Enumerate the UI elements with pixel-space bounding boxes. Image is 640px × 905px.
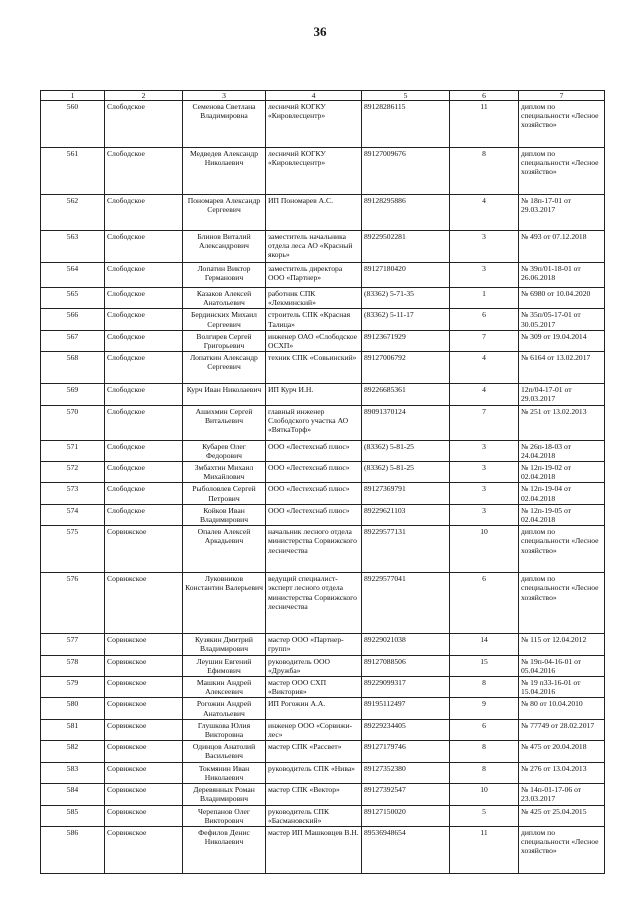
experience-years: 7: [450, 330, 519, 351]
district-cell: Сорвижское: [105, 762, 183, 783]
phone-number: 89127352380: [362, 762, 450, 783]
row-number: 571: [41, 440, 105, 461]
job-title: ведущий специалист-эксперт лесного отдела министерства Сорвижского лесничества: [266, 573, 362, 634]
district-cell: Слободское: [105, 405, 183, 440]
job-title: руководитель СПК «Нива»: [266, 762, 362, 783]
row-number: 578: [41, 655, 105, 676]
row-number: 581: [41, 719, 105, 740]
experience-years: 4: [450, 352, 519, 384]
job-title: начальник лесного отдела министерства Сорвижского лесничества: [266, 526, 362, 573]
district-cell: Слободское: [105, 483, 183, 504]
table-row: [41, 263, 605, 288]
row-number: 563: [41, 231, 105, 263]
qualification-document: № 12п-19-05 от 02.04.2018: [519, 504, 605, 525]
table-row: [41, 719, 605, 740]
experience-years: 6: [450, 573, 519, 634]
table-row: [41, 440, 605, 461]
row-number: 570: [41, 405, 105, 440]
person-name: Кузякин Дмитрий Владимирович: [183, 634, 266, 655]
experience-years: 10: [450, 784, 519, 805]
column-header: 3: [183, 91, 266, 101]
person-name: Машкин Андрей Алексеевич: [183, 677, 266, 698]
table-row: [41, 784, 605, 805]
phone-number: 89229621103: [362, 504, 450, 525]
phone-number: (83362) 5-11-17: [362, 309, 450, 330]
experience-years: 3: [450, 440, 519, 461]
phone-number: 89195112497: [362, 698, 450, 719]
phone-number: 89127179746: [362, 741, 450, 762]
row-number: 565: [41, 288, 105, 309]
person-name: Кубарев Олег Федорович: [183, 440, 266, 461]
row-number: 575: [41, 526, 105, 573]
column-header: 7: [519, 91, 605, 101]
person-name: Фефилов Денис Николаевич: [183, 826, 266, 873]
experience-years: 3: [450, 231, 519, 263]
experience-years: 10: [450, 526, 519, 573]
row-number: 561: [41, 148, 105, 195]
column-header: 5: [362, 91, 450, 101]
person-name: Ашихмин Сергей Витальевич: [183, 405, 266, 440]
phone-number: 89128286115: [362, 101, 450, 148]
person-name: Лопаткин Александр Сергеевич: [183, 352, 266, 384]
job-title: ООО «Лестехснаб плюс»: [266, 440, 362, 461]
phone-number: 89127392547: [362, 784, 450, 805]
phone-number: 89229021038: [362, 634, 450, 655]
row-number: 580: [41, 698, 105, 719]
person-name: Волгирев Сергей Григорьевич: [183, 330, 266, 351]
table-row: [41, 288, 605, 309]
column-header: 6: [450, 91, 519, 101]
qualification-document: 12п/04-17-01 от 29.03.2017: [519, 384, 605, 405]
row-number: 574: [41, 504, 105, 525]
table-row: [41, 483, 605, 504]
qualification-document: № 18п-17-01 от 29.03.2017: [519, 195, 605, 231]
table-row: [41, 677, 605, 698]
table-row: [41, 504, 605, 525]
table-row: [41, 352, 605, 384]
phone-number: 89229502281: [362, 231, 450, 263]
table-row: [41, 101, 605, 148]
phone-number: (83362) 5-81-25: [362, 440, 450, 461]
experience-years: 6: [450, 719, 519, 740]
row-number: 586: [41, 826, 105, 873]
experience-years: 14: [450, 634, 519, 655]
row-number: 576: [41, 573, 105, 634]
district-cell: Слободское: [105, 231, 183, 263]
district-cell: Слободское: [105, 330, 183, 351]
job-title: ИП Пономарев А.С.: [266, 195, 362, 231]
row-number: 568: [41, 352, 105, 384]
job-title: лесничий КОГКУ «Кировлесцентр»: [266, 148, 362, 195]
district-cell: Слободское: [105, 504, 183, 525]
registry-table: [40, 90, 605, 874]
table-row: [41, 462, 605, 483]
page-number: 36: [313, 24, 327, 39]
experience-years: 3: [450, 263, 519, 288]
job-title: заместитель начальника отдела леса АО «Красный якорь»: [266, 231, 362, 263]
district-cell: Сорвижское: [105, 573, 183, 634]
district-cell: Сорвижское: [105, 826, 183, 873]
row-number: 572: [41, 462, 105, 483]
district-cell: Слободское: [105, 148, 183, 195]
person-name: Блинов Виталий Александрович: [183, 231, 266, 263]
phone-number: 89091370124: [362, 405, 450, 440]
qualification-document: диплом по специальности «Лесное хозяйство»: [519, 101, 605, 148]
person-name: Токмянин Иван Николаевич: [183, 762, 266, 783]
row-number: 579: [41, 677, 105, 698]
phone-number: 89127180420: [362, 263, 450, 288]
district-cell: Сорвижское: [105, 655, 183, 676]
district-cell: Сорвижское: [105, 784, 183, 805]
district-cell: Сорвижское: [105, 698, 183, 719]
job-title: лесничий КОГКУ «Кировлесцентр»: [266, 101, 362, 148]
phone-number: 89127150020: [362, 805, 450, 826]
qualification-document: диплом по специальности «Лесное хозяйство»: [519, 148, 605, 195]
phone-number: 89536948654: [362, 826, 450, 873]
table-row: [41, 655, 605, 676]
person-name: Курч Иван Николаевич: [183, 384, 266, 405]
experience-years: 5: [450, 805, 519, 826]
qualification-document: № 14п-01-17-06 от 23.03.2017: [519, 784, 605, 805]
qualification-document: № 77749 от 28.02.2017: [519, 719, 605, 740]
table-row: [41, 148, 605, 195]
table-row: [41, 573, 605, 634]
table-row: [41, 405, 605, 440]
person-name: Опалев Алексей Аркадьевич: [183, 526, 266, 573]
job-title: мастер СПК «Вектор»: [266, 784, 362, 805]
person-name: Медведев Александр Николаевич: [183, 148, 266, 195]
district-cell: Слободское: [105, 101, 183, 148]
row-number: 577: [41, 634, 105, 655]
person-name: Луковников Константин Валерьевич: [183, 573, 266, 634]
phone-number: 89226685361: [362, 384, 450, 405]
phone-number: 89229099317: [362, 677, 450, 698]
column-header: 2: [105, 91, 183, 101]
job-title: мастер СПК «Рассвет»: [266, 741, 362, 762]
qualification-document: № 425 от 25.04.2015: [519, 805, 605, 826]
phone-number: 89229577131: [362, 526, 450, 573]
table-row: [41, 231, 605, 263]
job-title: главный инженер Слободского участка АО «ВяткаТорф»: [266, 405, 362, 440]
column-header: 1: [41, 91, 105, 101]
row-number: 569: [41, 384, 105, 405]
table-row: [41, 741, 605, 762]
row-number: 560: [41, 101, 105, 148]
table-row: [41, 698, 605, 719]
job-title: строитель СПК «Красная Талица»: [266, 309, 362, 330]
experience-years: 8: [450, 741, 519, 762]
table-row: [41, 805, 605, 826]
experience-years: 11: [450, 101, 519, 148]
phone-number: (83362) 5-71-35: [362, 288, 450, 309]
qualification-document: № 26п-18-03 от 24.04.2018: [519, 440, 605, 461]
qualification-document: № 251 от 13.02.2013: [519, 405, 605, 440]
job-title: инженер ОАО «Слободское ОСХП»: [266, 330, 362, 351]
job-title: ИП Рогожин А.А.: [266, 698, 362, 719]
person-name: Змбахтин Михаил Михайлович: [183, 462, 266, 483]
row-number: 585: [41, 805, 105, 826]
column-header: 4: [266, 91, 362, 101]
phone-number: 89127006792: [362, 352, 450, 384]
qualification-document: № 19п-04-16-01 от 05.04.2016: [519, 655, 605, 676]
district-cell: Сорвижское: [105, 805, 183, 826]
experience-years: 3: [450, 483, 519, 504]
experience-years: 7: [450, 405, 519, 440]
table-row: [41, 384, 605, 405]
qualification-document: № 493 от 07.12.2018: [519, 231, 605, 263]
district-cell: Слободское: [105, 462, 183, 483]
person-name: Рогожин Андрей Анатольевич: [183, 698, 266, 719]
job-title: мастер ООО «Партнер-групп»: [266, 634, 362, 655]
qualification-document: диплом по специальности «Лесное хозяйство»: [519, 526, 605, 573]
district-cell: Слободское: [105, 309, 183, 330]
qualification-document: № 35п/05-17-01 от 30.05.2017: [519, 309, 605, 330]
qualification-document: диплом по специальности «Лесное хозяйство»: [519, 573, 605, 634]
qualification-document: № 276 от 13.04.2013: [519, 762, 605, 783]
row-number: 567: [41, 330, 105, 351]
job-title: ООО «Лестехснаб плюс»: [266, 462, 362, 483]
row-number: 583: [41, 762, 105, 783]
phone-number: 89229234405: [362, 719, 450, 740]
qualification-document: № 6980 от 10.04.2020: [519, 288, 605, 309]
experience-years: 3: [450, 462, 519, 483]
person-name: Семенова Светлана Владимировна: [183, 101, 266, 148]
person-name: Казаков Алексей Анатольевич: [183, 288, 266, 309]
qualification-document: диплом по специальности «Лесное хозяйство»: [519, 826, 605, 873]
qualification-document: № 12п-19-04 от 02.04.2018: [519, 483, 605, 504]
person-name: Пономарев Александр Сергеевич: [183, 195, 266, 231]
qualification-document: № 6164 от 13.02.2017: [519, 352, 605, 384]
district-cell: Сорвижское: [105, 741, 183, 762]
person-name: Глушкова Юлия Викторовна: [183, 719, 266, 740]
job-title: руководитель ООО «Дружба»: [266, 655, 362, 676]
table-row: [41, 526, 605, 573]
experience-years: 8: [450, 148, 519, 195]
experience-years: 11: [450, 826, 519, 873]
person-name: Одинцов Анатолий Васильевич: [183, 741, 266, 762]
person-name: Лопатин Виктор Германович: [183, 263, 266, 288]
experience-years: 3: [450, 504, 519, 525]
person-name: Черепанов Олег Викторович: [183, 805, 266, 826]
experience-years: 8: [450, 677, 519, 698]
table-header-row: [41, 91, 605, 101]
qualification-document: № 80 от 10.04.2010: [519, 698, 605, 719]
job-title: мастер ООО СХП «Виктория»: [266, 677, 362, 698]
phone-number: 89127009676: [362, 148, 450, 195]
row-number: 584: [41, 784, 105, 805]
district-cell: Слободское: [105, 352, 183, 384]
experience-years: 15: [450, 655, 519, 676]
phone-number: 89229577041: [362, 573, 450, 634]
qualification-document: № 39п/01-18-01 от 26.06.2018: [519, 263, 605, 288]
table-row: [41, 762, 605, 783]
job-title: техник СПК «Совьинский»: [266, 352, 362, 384]
district-cell: Слободское: [105, 440, 183, 461]
row-number: 573: [41, 483, 105, 504]
district-cell: Слободское: [105, 384, 183, 405]
phone-number: 89123671929: [362, 330, 450, 351]
row-number: 562: [41, 195, 105, 231]
phone-number: 89128295886: [362, 195, 450, 231]
experience-years: 8: [450, 762, 519, 783]
district-cell: Сорвижское: [105, 526, 183, 573]
qualification-document: № 12п-19-02 от 02.04.2018: [519, 462, 605, 483]
qualification-document: № 309 от 19.04.2014: [519, 330, 605, 351]
district-cell: Слободское: [105, 263, 183, 288]
experience-years: 4: [450, 195, 519, 231]
job-title: ООО «Лестехснаб плюс»: [266, 483, 362, 504]
table-row: [41, 634, 605, 655]
table-row: [41, 195, 605, 231]
experience-years: 1: [450, 288, 519, 309]
row-number: 582: [41, 741, 105, 762]
table-row: [41, 330, 605, 351]
person-name: Койков Иван Владимирович: [183, 504, 266, 525]
job-title: работник СПК «Лекминский»: [266, 288, 362, 309]
experience-years: 4: [450, 384, 519, 405]
job-title: руководитель СПК «Басмановский»: [266, 805, 362, 826]
person-name: Бердинских Михаил Сергеевич: [183, 309, 266, 330]
phone-number: 89127088506: [362, 655, 450, 676]
qualification-document: № 475 от 20.04.2018: [519, 741, 605, 762]
job-title: заместитель директора ООО «Партнер»: [266, 263, 362, 288]
district-cell: Сорвижское: [105, 719, 183, 740]
phone-number: 89127369791: [362, 483, 450, 504]
job-title: ИП Курч И.Н.: [266, 384, 362, 405]
row-number: 564: [41, 263, 105, 288]
job-title: инженер ООО «Сорвижи-лес»: [266, 719, 362, 740]
district-cell: Сорвижское: [105, 677, 183, 698]
experience-years: 6: [450, 309, 519, 330]
experience-years: 9: [450, 698, 519, 719]
district-cell: Сорвижское: [105, 634, 183, 655]
table-row: [41, 309, 605, 330]
person-name: Леушин Евгений Ефимович: [183, 655, 266, 676]
job-title: ООО «Лестехснаб плюс»: [266, 504, 362, 525]
qualification-document: № 115 от 12.04.2012: [519, 634, 605, 655]
person-name: Деревянных Роман Владимирович: [183, 784, 266, 805]
phone-number: (83362) 5-81-25: [362, 462, 450, 483]
table-row: [41, 826, 605, 873]
qualification-document: № 19 п33-16-01 от 15.04.2016: [519, 677, 605, 698]
district-cell: Слободское: [105, 288, 183, 309]
row-number: 566: [41, 309, 105, 330]
job-title: мастер ИП Машковцев В.Н.: [266, 826, 362, 873]
district-cell: Слободское: [105, 195, 183, 231]
person-name: Рыболовлев Сергей Петрович: [183, 483, 266, 504]
